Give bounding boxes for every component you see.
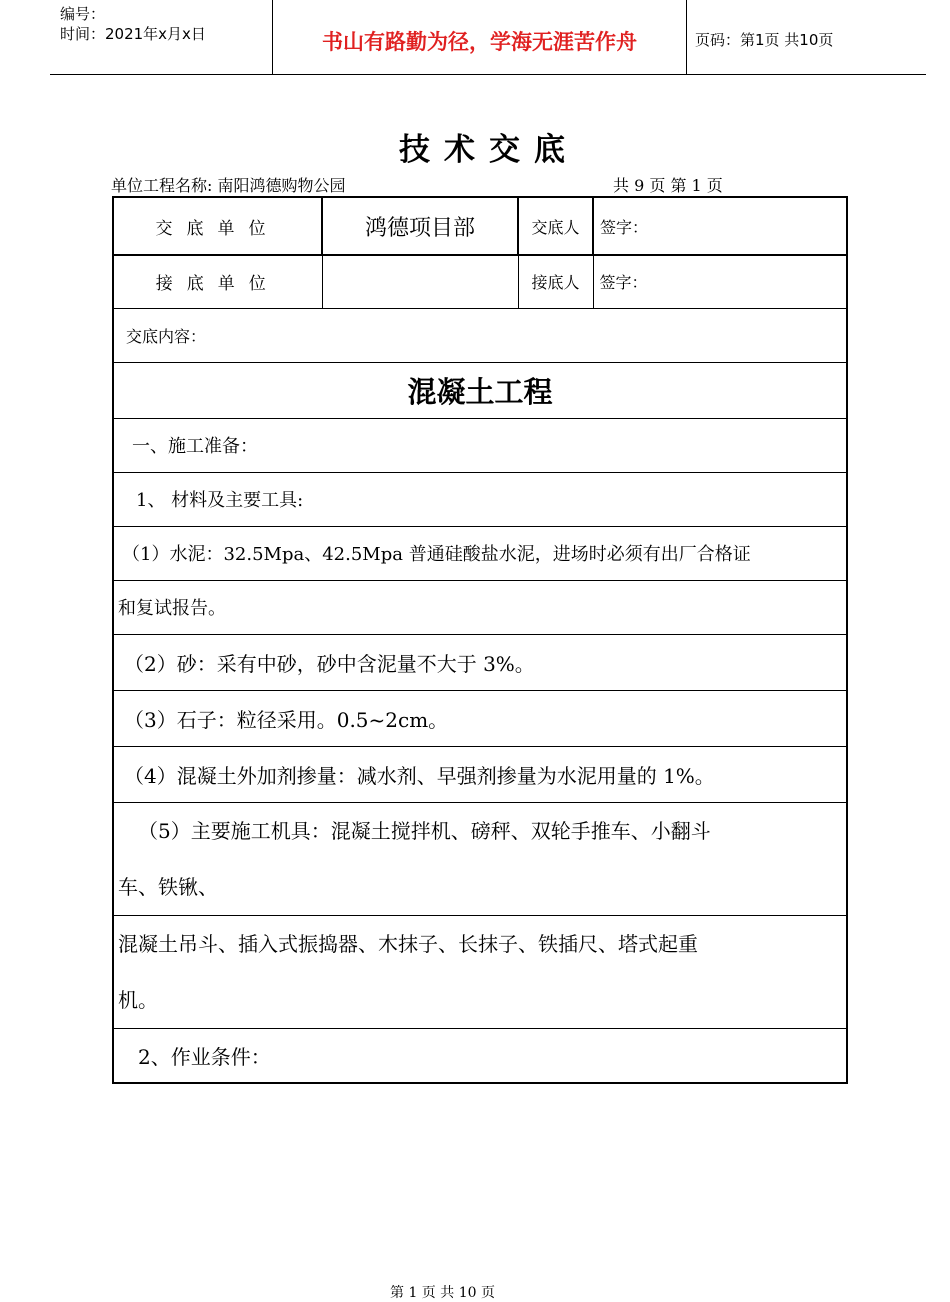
table-row [113,197,847,255]
receiver-unit-value [322,255,518,308]
content-line: （5）主要施工机具：混凝土搅拌机、磅秤、双轮手推车、小翻斗 [138,818,711,843]
header-page-info: 页码：第1页 共10页 [695,31,834,49]
disclosure-table [112,196,848,1084]
content-line: 一、施工准备： [113,418,847,472]
content-line: （2）砂：采有中砂，砂中含泥量不大于 3%。 [113,634,847,690]
page-header [50,0,926,75]
content-line: 2、作业条件： [113,1028,847,1083]
content-line: 混凝土吊斗、插入式振捣器、木抹子、长抹子、铁插尺、塔式起重 [118,931,698,956]
table-row [113,746,847,802]
content-line: 和复试报告。 [113,580,847,634]
document-title: 技术交底 [399,132,579,168]
content-label: 交底内容： [113,308,847,362]
table-row [113,915,847,1028]
table-row [113,255,847,308]
table-row [113,526,847,580]
discloser-signature: 签字： [593,197,847,255]
content-line: 机。 [118,987,158,1012]
table-row [113,802,847,915]
table-row [113,418,847,472]
header-center [272,0,687,74]
table-row [113,472,847,526]
receiver-signature: 签字： [593,255,847,308]
receiver-unit-label: 接底单位 [113,255,322,308]
table-row [113,362,847,418]
table-row [113,580,847,634]
page-footer: 第 1 页 共 10 页 [390,1285,495,1301]
project-name: 单位工程名称: 南阳鸿德购物公园 [111,176,346,195]
page-count: 共 9 页 第 1 页 [613,176,723,195]
serial-number: 编号： [60,5,106,23]
table-row [113,690,847,746]
table-row [113,634,847,690]
content-line: 1、 材料及主要工具: [113,472,847,526]
discloser-unit-value: 鸿德项目部 [322,197,518,255]
header-motto: 书山有路勤为径，学海无涯苦作舟 [322,30,637,54]
content-line: （3）石子：粒径采用。0.5~2cm。 [113,690,847,746]
discloser-person-label: 交底人 [518,197,593,255]
header-left [50,0,272,74]
receiver-person-label: 接底人 [518,255,593,308]
content-paragraph [113,915,847,1028]
section-title: 混凝土工程 [113,362,847,418]
discloser-unit-label: 交底单位 [113,197,322,255]
content-line: （4）混凝土外加剂掺量：减水剂、早强剂掺量为水泥用量的 1%。 [113,746,847,802]
table-row [113,308,847,362]
content-line: （1）水泥：32.5Mpa、42.5Mpa 普通硅酸盐水泥，进场时必须有出厂合格证 [113,526,847,580]
table-row [113,1028,847,1083]
header-right [686,0,926,74]
content-paragraph [113,802,847,915]
header-date: 时间：2021年x月x日 [60,25,206,43]
content-line: 车、铁锹、 [118,874,218,899]
